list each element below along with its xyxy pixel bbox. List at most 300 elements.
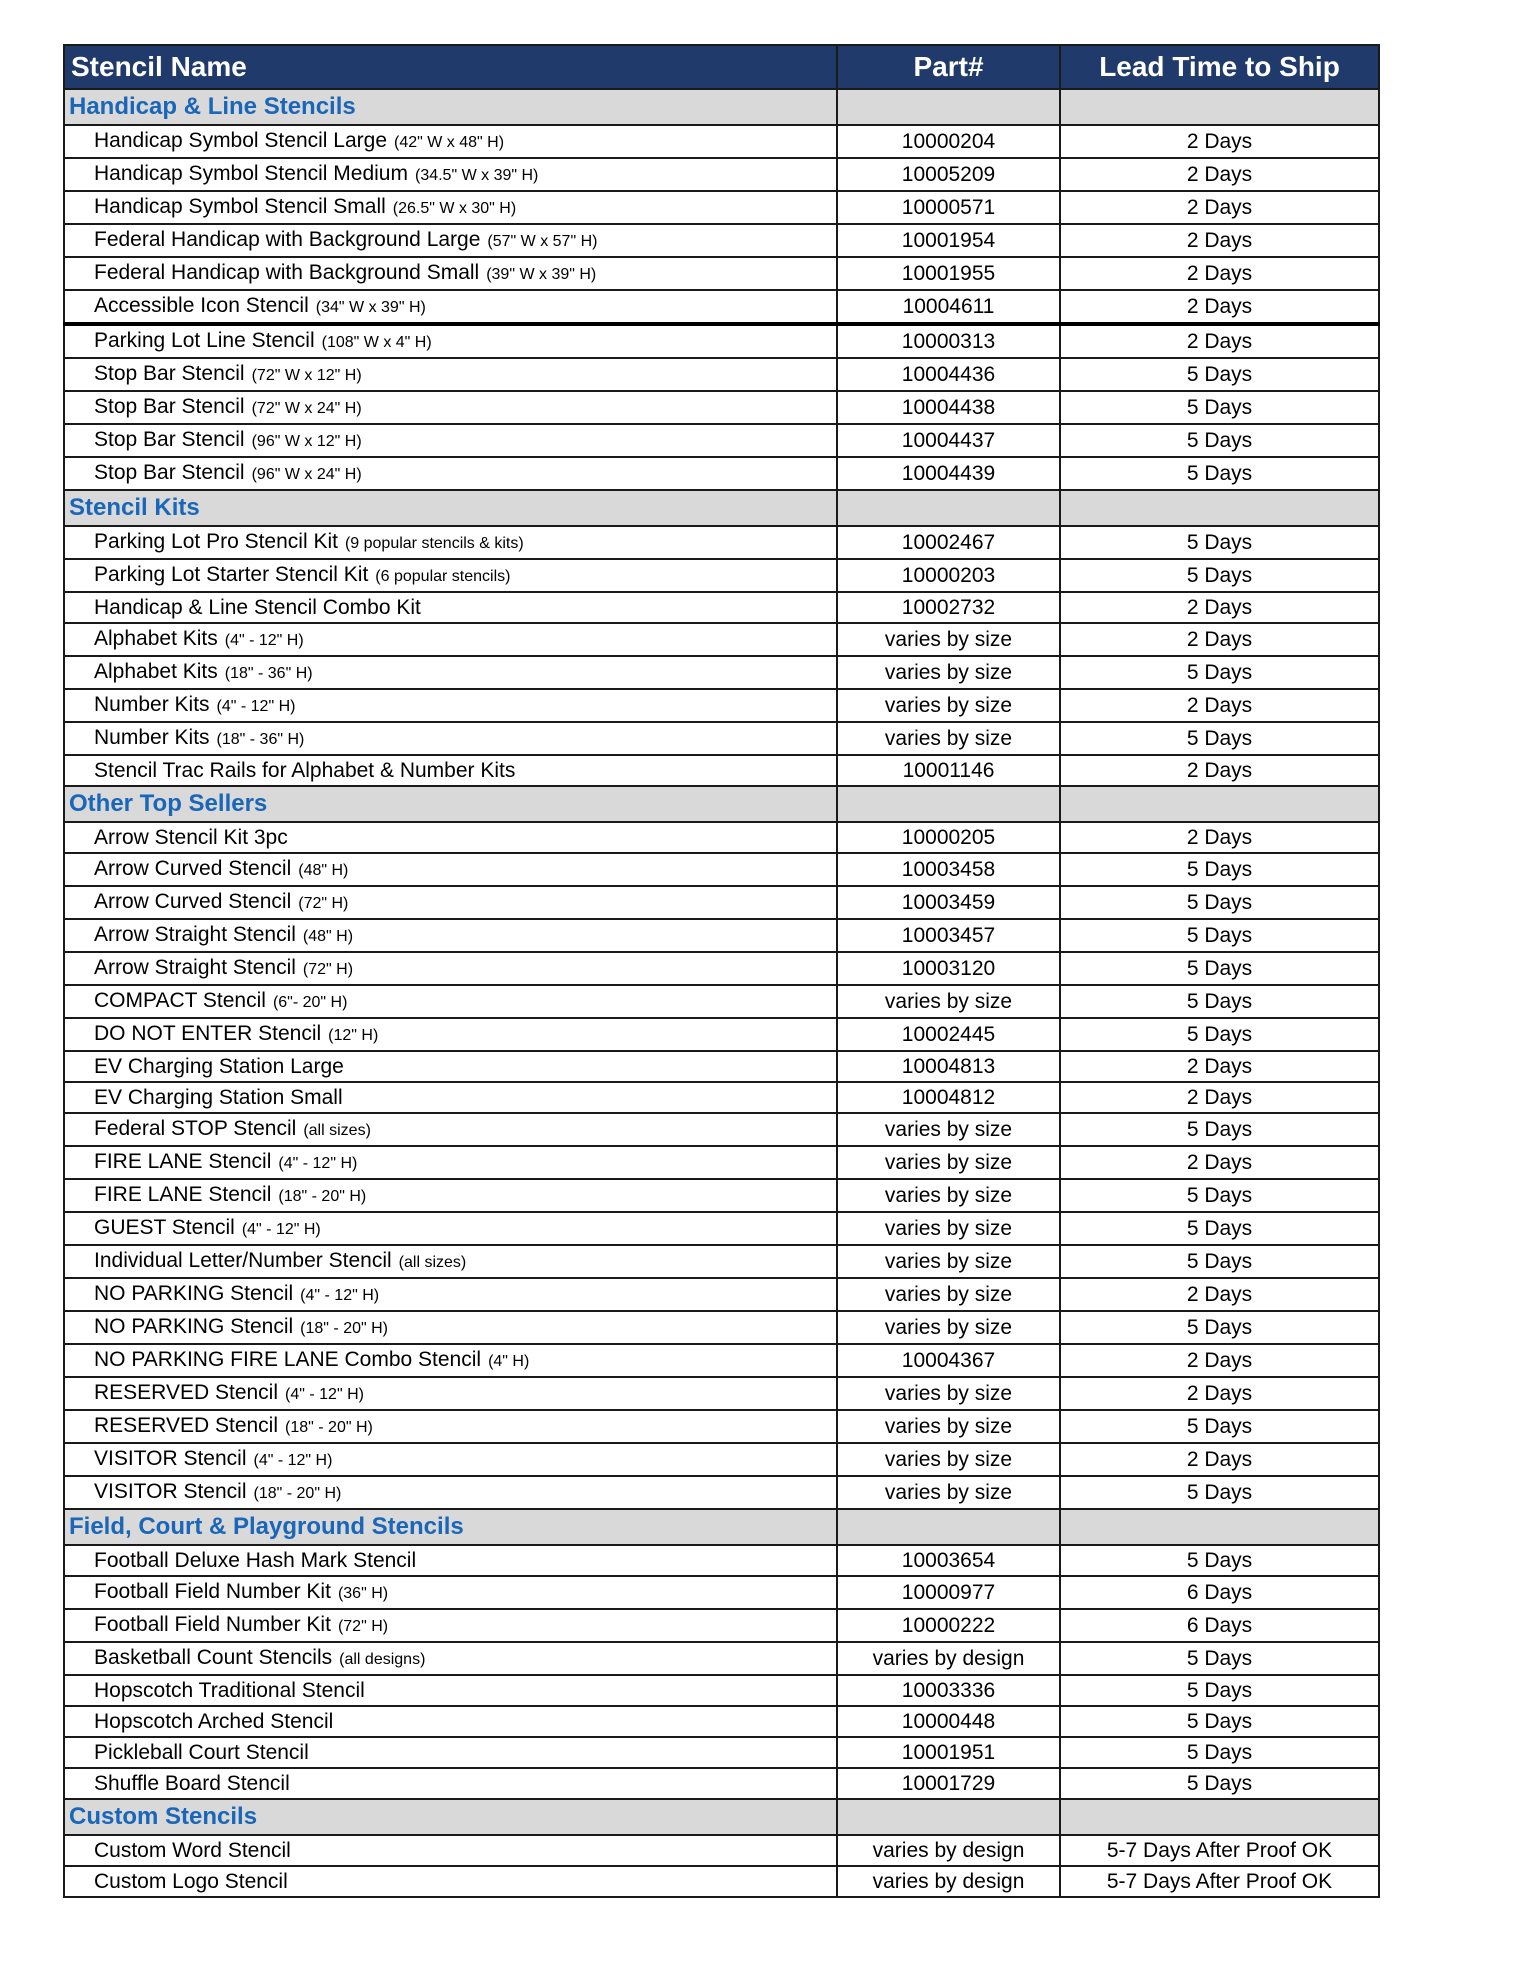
stencil-name-cell <box>64 919 837 952</box>
stencil-size: (18" - 20" H) <box>278 1188 367 1205</box>
stencil-name: Stencil Trac Rails for Alphabet & Number Kits <box>94 759 516 782</box>
stencil-name-cell <box>64 125 837 158</box>
section-empty-cell <box>837 490 1060 526</box>
stencil-size: (57" W x 57" H) <box>487 233 598 250</box>
lead-time-cell: 5 Days <box>1060 952 1379 985</box>
table-row <box>64 1866 1379 1897</box>
section-empty-cell <box>1060 1799 1379 1835</box>
table-row <box>64 1344 1379 1377</box>
table-row <box>64 592 1379 623</box>
part-number-cell: 10000222 <box>837 1609 1060 1642</box>
lead-time-cell: 5 Days <box>1060 1545 1379 1576</box>
table-row <box>64 391 1379 424</box>
stencil-name-cell <box>64 886 837 919</box>
part-number-cell: varies by design <box>837 1866 1060 1897</box>
lead-time-cell: 5 Days <box>1060 1410 1379 1443</box>
stencil-name: GUEST Stencil <box>94 1216 235 1239</box>
table-row <box>64 457 1379 490</box>
table-row <box>64 1768 1379 1799</box>
part-number-cell: 10000203 <box>837 559 1060 592</box>
part-number-cell: varies by size <box>837 1377 1060 1410</box>
lead-time-cell: 5 Days <box>1060 1245 1379 1278</box>
part-number-cell: 10004438 <box>837 391 1060 424</box>
stencil-name-cell <box>64 526 837 559</box>
stencil-name-cell <box>64 457 837 490</box>
stencil-name: NO PARKING Stencil <box>94 1282 294 1305</box>
stencil-name: DO NOT ENTER Stencil <box>94 1022 322 1045</box>
stencil-size: (18" - 36" H) <box>224 665 313 682</box>
stencil-size: (72" H) <box>302 961 354 978</box>
lead-time-cell: 6 Days <box>1060 1576 1379 1609</box>
table-row <box>64 722 1379 755</box>
table-row <box>64 1835 1379 1866</box>
lead-time-cell: 5 Days <box>1060 391 1379 424</box>
stencil-name-cell <box>64 822 837 853</box>
table-row <box>64 1018 1379 1051</box>
part-number-cell: 10001951 <box>837 1737 1060 1768</box>
lead-time-cell: 2 Days <box>1060 290 1379 324</box>
lead-time-cell: 5 Days <box>1060 886 1379 919</box>
stencil-name: Number Kits <box>94 726 210 749</box>
table-row <box>64 1545 1379 1576</box>
stencil-size: (36" H) <box>337 1585 389 1602</box>
stencil-name: Handicap Symbol Stencil Medium <box>94 162 408 185</box>
stencil-name-cell <box>64 1278 837 1311</box>
stencil-name: Alphabet Kits <box>94 627 218 650</box>
stencil-size: (all sizes) <box>303 1122 371 1139</box>
section-title: Custom Stencils <box>64 1799 837 1835</box>
stencil-name-cell <box>64 592 837 623</box>
stencil-name-cell <box>64 1768 837 1799</box>
stencil-name: Stop Bar Stencil <box>94 395 245 418</box>
stencil-name-cell <box>64 1018 837 1051</box>
stencil-size: (all designs) <box>339 1651 426 1668</box>
table-row <box>64 1706 1379 1737</box>
stencil-name: Individual Letter/Number Stencil <box>94 1249 392 1272</box>
part-number-cell: 10002467 <box>837 526 1060 559</box>
table-row <box>64 158 1379 191</box>
lead-time-cell: 5 Days <box>1060 1311 1379 1344</box>
part-number-cell: 10003459 <box>837 886 1060 919</box>
header-lead-time: Lead Time to Ship <box>1060 45 1379 89</box>
part-number-cell: 10003336 <box>837 1675 1060 1706</box>
section-empty-cell <box>837 1799 1060 1835</box>
table-row <box>64 755 1379 786</box>
stencil-name-cell <box>64 1245 837 1278</box>
stencil-name: Parking Lot Line Stencil <box>94 329 315 352</box>
part-number-cell: 10004436 <box>837 358 1060 391</box>
stencil-size: (18" - 20" H) <box>300 1320 388 1337</box>
stencil-name-cell <box>64 1737 837 1768</box>
stencil-name-cell <box>64 1545 837 1576</box>
stencil-size: (18" - 20" H) <box>253 1485 342 1502</box>
part-number-cell: varies by size <box>837 1245 1060 1278</box>
stencil-name-cell <box>64 1476 837 1509</box>
part-number-cell: varies by size <box>837 1113 1060 1146</box>
part-number-cell: 10003120 <box>837 952 1060 985</box>
table-row <box>64 1113 1379 1146</box>
lead-time-cell: 2 Days <box>1060 257 1379 290</box>
lead-time-cell: 5 Days <box>1060 1768 1379 1799</box>
stencil-name-cell <box>64 1835 837 1866</box>
stencil-name: EV Charging Station Small <box>94 1086 343 1109</box>
part-number-cell: 10000448 <box>837 1706 1060 1737</box>
stencil-name: FIRE LANE Stencil <box>94 1150 272 1173</box>
stencil-name-cell <box>64 391 837 424</box>
lead-time-cell: 2 Days <box>1060 1278 1379 1311</box>
table-row <box>64 324 1379 358</box>
lead-time-cell: 2 Days <box>1060 1443 1379 1476</box>
stencil-name: Shuffle Board Stencil <box>94 1772 290 1795</box>
stencil-name: Arrow Curved Stencil <box>94 890 292 913</box>
lead-time-cell: 5 Days <box>1060 985 1379 1018</box>
table-row <box>64 1642 1379 1675</box>
section-title: Field, Court & Playground Stencils <box>64 1509 837 1545</box>
table-row <box>64 853 1379 886</box>
lead-time-cell: 5 Days <box>1060 1476 1379 1509</box>
section-empty-cell <box>837 89 1060 125</box>
stencil-size: (48" H) <box>298 862 349 879</box>
table-row <box>64 1737 1379 1768</box>
table-row <box>64 191 1379 224</box>
table-row <box>64 1609 1379 1642</box>
stencil-name-cell <box>64 623 837 656</box>
lead-time-cell: 2 Days <box>1060 623 1379 656</box>
part-number-cell: varies by size <box>837 722 1060 755</box>
stencil-name: Stop Bar Stencil <box>94 362 245 385</box>
stencil-name: Federal Handicap with Background Small <box>94 261 480 284</box>
stencil-size: (4" - 12" H) <box>224 632 304 649</box>
section-empty-cell <box>1060 1509 1379 1545</box>
header-row <box>64 45 1379 89</box>
part-number-cell: varies by design <box>837 1835 1060 1866</box>
stencil-size: (72" W x 24" H) <box>251 400 362 417</box>
stencil-table <box>63 44 1380 1898</box>
lead-time-cell: 2 Days <box>1060 822 1379 853</box>
stencil-name-cell <box>64 689 837 722</box>
part-number-cell: varies by size <box>837 1311 1060 1344</box>
stencil-size: (96" W x 24" H) <box>251 466 362 483</box>
stencil-name: Arrow Curved Stencil <box>94 857 292 880</box>
stencil-name: Federal Handicap with Background Large <box>94 228 481 251</box>
part-number-cell: 10004813 <box>837 1051 1060 1082</box>
stencil-size: (6 popular stencils) <box>375 568 511 585</box>
table-row <box>64 1443 1379 1476</box>
part-number-cell: varies by size <box>837 1146 1060 1179</box>
section-empty-cell <box>1060 89 1379 125</box>
lead-time-cell: 5 Days <box>1060 1675 1379 1706</box>
stencil-name-cell <box>64 424 837 457</box>
stencil-name-cell <box>64 158 837 191</box>
stencil-name-cell <box>64 1675 837 1706</box>
part-number-cell: varies by size <box>837 623 1060 656</box>
part-number-cell: varies by size <box>837 656 1060 689</box>
lead-time-cell: 2 Days <box>1060 1377 1379 1410</box>
table-row <box>64 559 1379 592</box>
table-row <box>64 526 1379 559</box>
table-row <box>64 1675 1379 1706</box>
stencil-name: NO PARKING Stencil <box>94 1315 294 1338</box>
part-number-cell: varies by size <box>837 1179 1060 1212</box>
stencil-name: Custom Logo Stencil <box>94 1870 288 1893</box>
stencil-name: Parking Lot Starter Stencil Kit <box>94 563 369 586</box>
header-stencil-name: Stencil Name <box>64 45 837 89</box>
table-row <box>64 1377 1379 1410</box>
stencil-size: (18" - 20" H) <box>285 1419 373 1436</box>
part-number-cell: 10001146 <box>837 755 1060 786</box>
table-body <box>64 89 1379 1897</box>
stencil-name: RESERVED Stencil <box>94 1381 279 1404</box>
part-number-cell: 10004439 <box>837 457 1060 490</box>
stencil-size: (9 popular stencils & kits) <box>344 535 524 552</box>
lead-time-cell: 5 Days <box>1060 1212 1379 1245</box>
section-header-row <box>64 490 1379 526</box>
stencil-name: Football Deluxe Hash Mark Stencil <box>94 1549 417 1572</box>
section-header-row <box>64 786 1379 822</box>
stencil-name-cell <box>64 1146 837 1179</box>
table-row <box>64 1410 1379 1443</box>
stencil-name-cell <box>64 290 837 324</box>
stencil-name-cell <box>64 722 837 755</box>
table-row <box>64 358 1379 391</box>
stencil-name: Handicap Symbol Stencil Small <box>94 195 386 218</box>
lead-time-cell: 5 Days <box>1060 526 1379 559</box>
section-empty-cell <box>1060 786 1379 822</box>
lead-time-cell: 2 Days <box>1060 224 1379 257</box>
table-row <box>64 125 1379 158</box>
stencil-name: VISITOR Stencil <box>94 1447 247 1470</box>
stencil-name: Stop Bar Stencil <box>94 428 245 451</box>
lead-time-cell: 2 Days <box>1060 324 1379 358</box>
part-number-cell: 10000205 <box>837 822 1060 853</box>
stencil-name: Arrow Stencil Kit 3pc <box>94 826 288 849</box>
stencil-name: RESERVED Stencil <box>94 1414 279 1437</box>
stencil-name: Parking Lot Pro Stencil Kit <box>94 530 338 553</box>
section-title: Handicap & Line Stencils <box>64 89 837 125</box>
stencil-name: Hopscotch Arched Stencil <box>94 1710 334 1733</box>
part-number-cell: 10001955 <box>837 257 1060 290</box>
lead-time-cell: 5 Days <box>1060 1737 1379 1768</box>
lead-time-cell: 5-7 Days After Proof OK <box>1060 1835 1379 1866</box>
stencil-name-cell <box>64 1212 837 1245</box>
lead-time-cell: 5-7 Days After Proof OK <box>1060 1866 1379 1897</box>
stencil-name: Football Field Number Kit <box>94 1613 331 1636</box>
stencil-name: Handicap Symbol Stencil Large <box>94 129 387 152</box>
stencil-name-cell <box>64 952 837 985</box>
table-row <box>64 822 1379 853</box>
lead-time-cell: 5 Days <box>1060 457 1379 490</box>
stencil-name: Alphabet Kits <box>94 660 218 683</box>
stencil-table-sheet <box>63 44 1378 1898</box>
stencil-name-cell <box>64 1113 837 1146</box>
part-number-cell: 10004437 <box>837 424 1060 457</box>
part-number-cell: 10005209 <box>837 158 1060 191</box>
stencil-name: Custom Word Stencil <box>94 1839 291 1862</box>
table-row <box>64 886 1379 919</box>
stencil-size: (4" - 12" H) <box>300 1287 380 1304</box>
stencil-name-cell <box>64 224 837 257</box>
section-header-row <box>64 1509 1379 1545</box>
part-number-cell: 10002445 <box>837 1018 1060 1051</box>
stencil-name: Handicap & Line Stencil Combo Kit <box>94 596 421 619</box>
stencil-name-cell <box>64 1609 837 1642</box>
table-row <box>64 1051 1379 1082</box>
lead-time-cell: 2 Days <box>1060 689 1379 722</box>
part-number-cell: 10000204 <box>837 125 1060 158</box>
stencil-size: (4" - 12" H) <box>241 1221 321 1238</box>
stencil-name: VISITOR Stencil <box>94 1480 247 1503</box>
part-number-cell: varies by size <box>837 985 1060 1018</box>
stencil-size: (72" W x 12" H) <box>251 367 362 384</box>
stencil-size: (4" - 12" H) <box>253 1452 333 1469</box>
part-number-cell: varies by size <box>837 689 1060 722</box>
stencil-name-cell <box>64 1642 837 1675</box>
section-empty-cell <box>1060 490 1379 526</box>
table-row <box>64 623 1379 656</box>
stencil-size: (4" - 12" H) <box>285 1386 364 1403</box>
lead-time-cell: 5 Days <box>1060 919 1379 952</box>
lead-time-cell: 5 Days <box>1060 1642 1379 1675</box>
stencil-name: Accessible Icon Stencil <box>94 294 309 317</box>
stencil-name-cell <box>64 257 837 290</box>
stencil-name-cell <box>64 1311 837 1344</box>
table-row <box>64 689 1379 722</box>
section-empty-cell <box>837 786 1060 822</box>
stencil-name-cell <box>64 1179 837 1212</box>
lead-time-cell: 5 Days <box>1060 358 1379 391</box>
table-row <box>64 656 1379 689</box>
part-number-cell: varies by size <box>837 1443 1060 1476</box>
stencil-size: (all sizes) <box>398 1254 467 1271</box>
stencil-name-cell <box>64 656 837 689</box>
table-row <box>64 424 1379 457</box>
stencil-name: Federal STOP Stencil <box>94 1117 297 1140</box>
part-number-cell: 10000977 <box>837 1576 1060 1609</box>
part-number-cell: 10002732 <box>837 592 1060 623</box>
lead-time-cell: 5 Days <box>1060 1018 1379 1051</box>
header-part-number: Part# <box>837 45 1060 89</box>
stencil-name: Pickleball Court Stencil <box>94 1741 309 1764</box>
stencil-name-cell <box>64 1866 837 1897</box>
lead-time-cell: 5 Days <box>1060 559 1379 592</box>
table-row <box>64 1146 1379 1179</box>
lead-time-cell: 5 Days <box>1060 1706 1379 1737</box>
section-empty-cell <box>837 1509 1060 1545</box>
stencil-name-cell <box>64 559 837 592</box>
stencil-name: Number Kits <box>94 693 210 716</box>
lead-time-cell: 2 Days <box>1060 1051 1379 1082</box>
part-number-cell: 10003458 <box>837 853 1060 886</box>
part-number-cell: 10004812 <box>837 1082 1060 1113</box>
stencil-size: (48" H) <box>302 928 354 945</box>
stencil-size: (72" H) <box>337 1618 389 1635</box>
part-number-cell: varies by size <box>837 1410 1060 1443</box>
stencil-name: EV Charging Station Large <box>94 1055 344 1078</box>
stencil-size: (108" W x 4" H) <box>321 334 432 351</box>
lead-time-cell: 5 Days <box>1060 1113 1379 1146</box>
lead-time-cell: 5 Days <box>1060 656 1379 689</box>
table-row <box>64 985 1379 1018</box>
part-number-cell: 10004611 <box>837 290 1060 324</box>
stencil-name: COMPACT Stencil <box>94 989 266 1012</box>
stencil-name-cell <box>64 755 837 786</box>
stencil-name-cell <box>64 853 837 886</box>
lead-time-cell: 6 Days <box>1060 1609 1379 1642</box>
stencil-size: (18" - 36" H) <box>216 731 305 748</box>
stencil-name: Arrow Straight Stencil <box>94 956 296 979</box>
table-row <box>64 1311 1379 1344</box>
lead-time-cell: 5 Days <box>1060 853 1379 886</box>
part-number-cell: 10001954 <box>837 224 1060 257</box>
table-row <box>64 1245 1379 1278</box>
stencil-name: Basketball Count Stencils <box>94 1646 333 1669</box>
lead-time-cell: 2 Days <box>1060 1082 1379 1113</box>
lead-time-cell: 5 Days <box>1060 1179 1379 1212</box>
lead-time-cell: 5 Days <box>1060 424 1379 457</box>
table-row <box>64 1278 1379 1311</box>
stencil-size: (4" - 12" H) <box>216 698 296 715</box>
lead-time-cell: 2 Days <box>1060 755 1379 786</box>
section-header-row <box>64 1799 1379 1835</box>
stencil-name-cell <box>64 1410 837 1443</box>
stencil-name-cell <box>64 1443 837 1476</box>
stencil-name: FIRE LANE Stencil <box>94 1183 272 1206</box>
lead-time-cell: 2 Days <box>1060 1344 1379 1377</box>
stencil-name-cell <box>64 358 837 391</box>
stencil-name-cell <box>64 1706 837 1737</box>
stencil-name: Arrow Straight Stencil <box>94 923 296 946</box>
table-row <box>64 1082 1379 1113</box>
section-title: Stencil Kits <box>64 490 837 526</box>
section-header-row <box>64 89 1379 125</box>
part-number-cell: varies by size <box>837 1278 1060 1311</box>
stencil-name-cell <box>64 1377 837 1410</box>
stencil-size: (6"- 20" H) <box>272 994 348 1011</box>
lead-time-cell: 2 Days <box>1060 592 1379 623</box>
stencil-size: (34" W x 39" H) <box>315 299 426 316</box>
stencil-size: (72" H) <box>298 895 349 912</box>
stencil-name-cell <box>64 191 837 224</box>
stencil-size: (34.5" W x 39" H) <box>414 167 539 184</box>
stencil-name: Stop Bar Stencil <box>94 461 245 484</box>
table-row <box>64 224 1379 257</box>
part-number-cell: 10004367 <box>837 1344 1060 1377</box>
part-number-cell: varies by size <box>837 1476 1060 1509</box>
stencil-name: Football Field Number Kit <box>94 1580 331 1603</box>
stencil-name-cell <box>64 1051 837 1082</box>
table-row <box>64 1179 1379 1212</box>
part-number-cell: varies by size <box>837 1212 1060 1245</box>
stencil-size: (39" W x 39" H) <box>486 266 597 283</box>
part-number-cell: 10003654 <box>837 1545 1060 1576</box>
table-row <box>64 919 1379 952</box>
table-row <box>64 1212 1379 1245</box>
part-number-cell: 10000571 <box>837 191 1060 224</box>
stencil-name-cell <box>64 1576 837 1609</box>
stencil-name-cell <box>64 1344 837 1377</box>
lead-time-cell: 5 Days <box>1060 722 1379 755</box>
stencil-size: (4" - 12" H) <box>278 1155 358 1172</box>
lead-time-cell: 2 Days <box>1060 125 1379 158</box>
stencil-name: NO PARKING FIRE LANE Combo Stencil <box>94 1348 482 1371</box>
table-row <box>64 1476 1379 1509</box>
stencil-size: (26.5" W x 30" H) <box>392 200 517 217</box>
part-number-cell: 10001729 <box>837 1768 1060 1799</box>
table-row <box>64 952 1379 985</box>
stencil-size: (96" W x 12" H) <box>251 433 362 450</box>
lead-time-cell: 2 Days <box>1060 191 1379 224</box>
stencil-size: (12" H) <box>328 1027 379 1044</box>
